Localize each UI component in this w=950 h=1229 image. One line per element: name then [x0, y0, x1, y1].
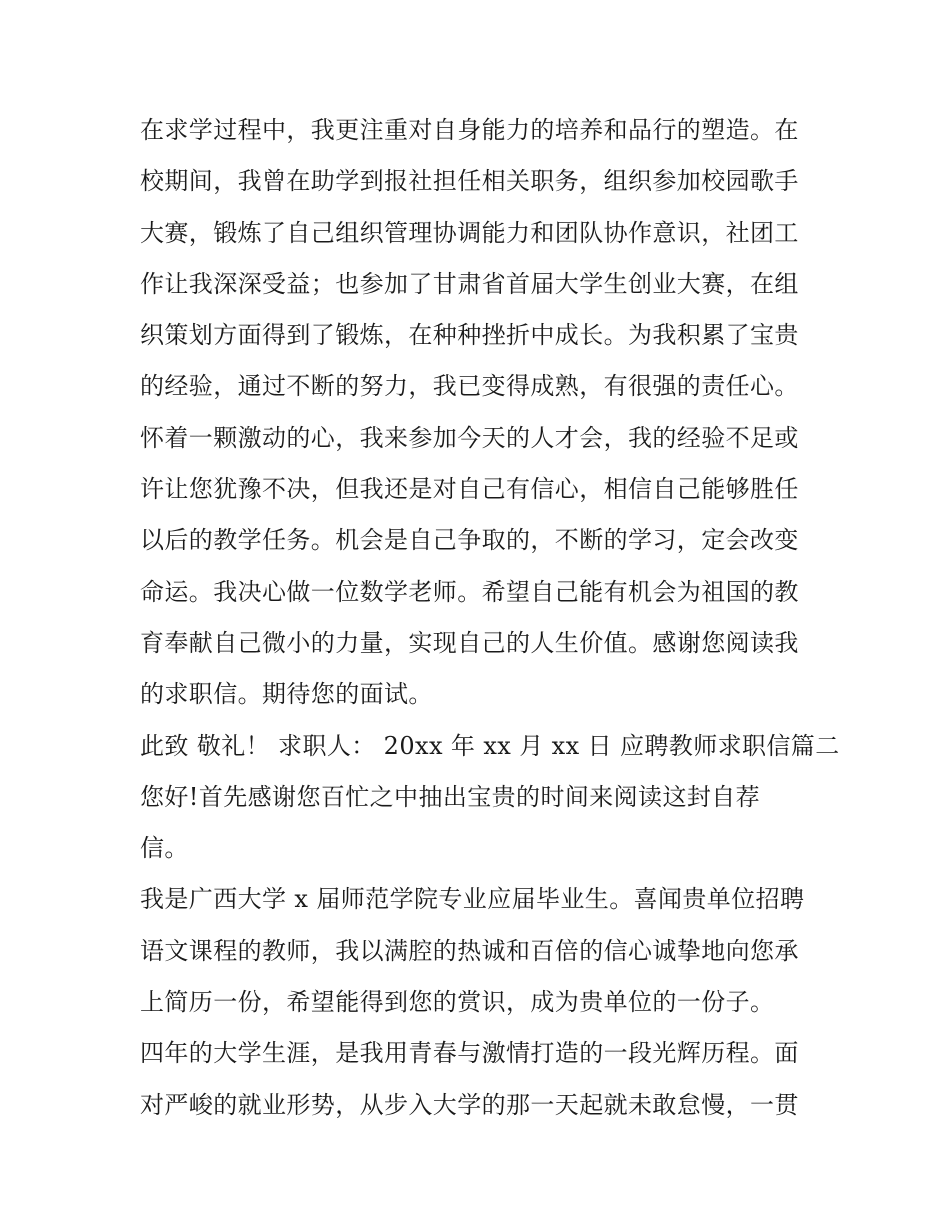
text-line: 的求职信。期待您的面试。 [140, 680, 433, 709]
text-line: 许让您犹豫不决，但我还是对自己有信心，相信自己能够胜任 [140, 475, 799, 504]
text-line: 织策划方面得到了锻炼，在种种挫折中成长。为我积累了宝贵 [140, 321, 799, 350]
text-line: 怀着一颗激动的心，我来参加今天的人才会，我的经验不足或 [140, 423, 799, 452]
text-line: 作让我深深受益；也参加了甘肃省首届大学生创业大赛，在组 [140, 269, 799, 298]
text-line: 育奉献自己微小的力量，实现自己的人生价值。感谢您阅读我 [140, 628, 799, 657]
text-line: 在求学过程中，我更注重对自身能力的培养和品行的塑造。在 [140, 116, 799, 144]
text-line: 校期间，我曾在助学到报社担任相关职务，组织参加校园歌手 [140, 167, 799, 196]
body-text [140, 110, 840, 1136]
text-line: 的经验，通过不断的努力，我已变得成熟，有很强的责任心。 [140, 372, 799, 401]
text-line: 此致 敬礼！ 求职人： 20xx 年 xx 月 xx 日 应聘教师求职信篇二 [140, 731, 840, 760]
text-line: 语文课程的教师，我以满腔的热诚和百倍的信心诚挚地向您承 [140, 936, 799, 965]
text-line: 以后的教学任务。机会是自己争取的，不断的学习，定会改变 [140, 526, 799, 555]
text-line: 大赛，锻炼了自己组织管理协调能力和团队协作意识，社团工 [140, 218, 799, 247]
text-line: 对严峻的就业形势，从步入大学的那一天起就未敢怠慢，一贯 [140, 1090, 799, 1119]
text-line: 我是广西大学 x 届师范学院专业应届毕业生。喜闻贵单位招聘 [140, 885, 805, 914]
text-line: 信。 [140, 834, 189, 863]
text-line: 四年的大学生涯，是我用青春与激情打造的一段光辉历程。面 [140, 1039, 799, 1068]
text-line: 命运。我决心做一位数学老师。希望自己能有机会为祖国的教 [140, 577, 799, 606]
text-line: 上简历一份，希望能得到您的赏识，成为贵单位的一份子。 [140, 988, 775, 1017]
text-line: 您好!首先感谢您百忙之中抽出宝贵的时间来阅读这封自荐 [140, 782, 761, 811]
